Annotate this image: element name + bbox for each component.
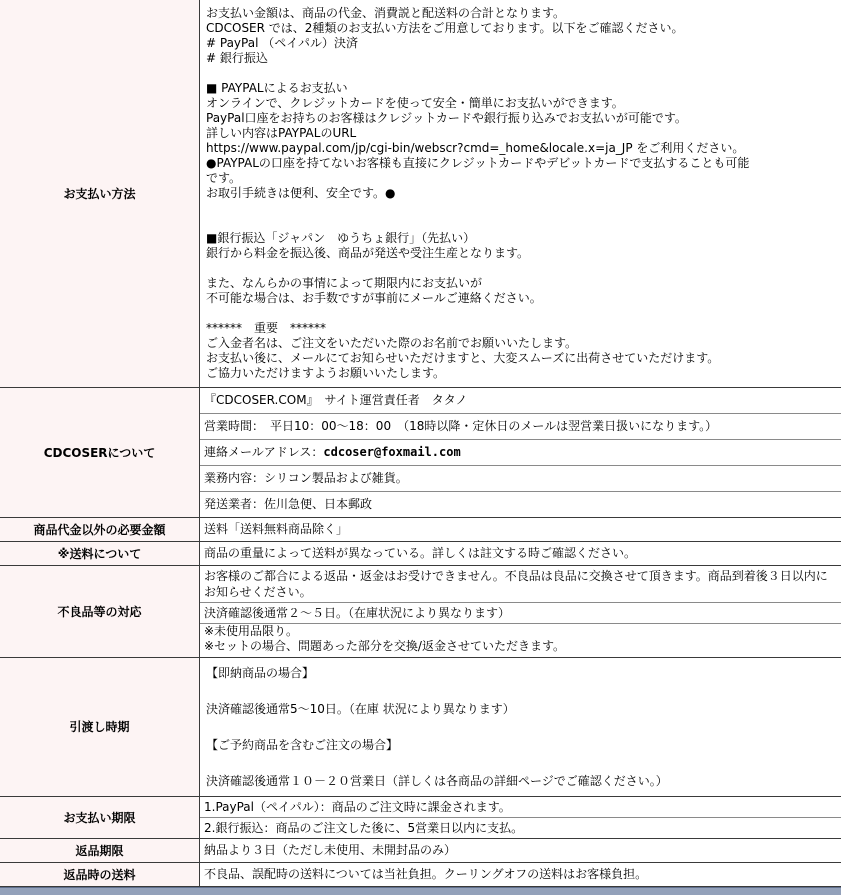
defective-policy-text: お客様のご都合による返品・返金はお受けできません。不良品は良品に交換させて頂きます。商品到着後３日以内にお知らせください。	[200, 566, 841, 603]
text-line: ●PAYPALの口座を持てないお客様も直接にクレジットカードやデビットカードで支払することも可能	[206, 156, 750, 170]
row-header-payment-method: お支払い方法	[0, 0, 200, 387]
text-line: PayPal口座をお持ちのお客様はクレジットカードや銀行振り込みでお支払いが可能です。	[206, 111, 687, 125]
row-header-payment-deadline: お支払い期限	[0, 797, 200, 838]
extra-fee-content	[200, 518, 841, 541]
row-header-defective-goods: 不良品等の対応	[0, 566, 200, 657]
text-line: お支払い金額は、商品の代金、消費説と配送料の合計となります。	[206, 6, 566, 20]
row-header-extra-fee: 商品代金以外の必要金額	[0, 518, 200, 541]
payment-method-text	[200, 0, 841, 387]
text-line: 不可能な場合は、お手数ですが事前にメールご連絡ください。	[206, 291, 542, 305]
text-line	[204, 306, 837, 321]
text-line: 決済確認後通常5～10日。（在庫 状況により異なります）	[206, 702, 515, 716]
text-line: です。	[206, 171, 242, 185]
text-line: ご入金者名は、ご注文をいただいた際のお名前でお願いいたします。	[206, 336, 578, 350]
row-return-shipping	[0, 863, 841, 887]
return-shipping-text: 不良品、誤配時の送料については当社負担。クーリングオフの送料はお客様負担。	[204, 867, 648, 881]
text-line: お取引手続きは便利、安全です。●	[206, 186, 396, 200]
text-line	[204, 201, 837, 216]
text-line: お支払い後に、メールにてお知らせいただけますと、大変スムーズに出荷させていただけます。	[206, 351, 720, 365]
text-line: オンラインで、クレジットカードを使って安全・簡単にお支払いができます。	[206, 96, 624, 110]
text-line	[204, 66, 837, 81]
row-about-cdcoser	[0, 388, 841, 518]
text-line: 決済確認後通常１０－２０営業日（詳しくは各商品の詳細ページでご確認ください。）	[206, 774, 668, 788]
row-extra-fee	[0, 518, 841, 542]
row-header-return-period: 返品期限	[0, 839, 200, 862]
row-payment-deadline	[0, 797, 841, 839]
row-header-return-shipping: 返品時の送料	[0, 863, 200, 886]
return-period-content	[200, 839, 841, 862]
payment-deadline-content	[200, 797, 841, 838]
about-business-hours: 営業時間： 平日10：00～18：00 （18時以降・定休日のメールは翌営業日扱いになります。）	[200, 414, 841, 440]
return-shipping-content	[200, 863, 841, 886]
about-shipping-carrier: 発送業者：佐川急便、日本郵政	[204, 497, 373, 511]
text-line	[204, 754, 837, 772]
row-delivery-time	[0, 658, 841, 797]
text-line: 【ご予約商品を含むご注文の場合】	[206, 738, 399, 752]
text-line: ご協力いただけますようお願いいたします。	[206, 366, 446, 380]
defective-note-unused: ※未使用品限り。	[204, 624, 299, 638]
row-header-delivery-time: 引渡し時期	[0, 658, 200, 796]
row-payment-method	[0, 0, 841, 388]
defective-note-set: ※セットの場合、問題あった部分を交換/返金させていただきます。	[204, 639, 566, 653]
defective-goods-content	[200, 566, 841, 657]
deadline-bank-transfer: 2.銀行振込：商品のご注文した後に、5営業日以内に支払。	[204, 821, 524, 835]
about-contact-email-row	[200, 440, 841, 466]
extra-fee-text: 送料「送料無料商品除く」	[204, 522, 349, 536]
shipping-fee-content	[200, 542, 841, 565]
text-line	[204, 216, 837, 231]
about-cdcoser-content	[200, 388, 841, 517]
row-header-about-cdcoser: CDCOSERについて	[0, 388, 200, 517]
row-header-shipping-fee: ※送料について	[0, 542, 200, 565]
text-line: # 銀行振込	[206, 51, 268, 65]
text-line: 銀行から料金を振込後、商品が発送や受注生産となります。	[206, 246, 530, 260]
text-line: また、なんらかの事情によって期限内にお支払いが	[206, 276, 483, 290]
defective-processing-time: 決済確認後通常２～５日。（在庫状況により異なります）	[200, 603, 841, 624]
row-return-period	[0, 839, 841, 863]
text-line: # PayPal （ペイパル）決済	[206, 36, 358, 50]
text-line	[204, 718, 837, 736]
text-line: https://www.paypal.com/jp/cgi-bin/webscr?cmd=_home&locale.x=ja_JP をご利用ください。	[206, 141, 745, 155]
delivery-time-text	[200, 658, 841, 796]
row-shipping-fee	[0, 542, 841, 566]
shipping-fee-text: 商品の重量によって送料が異なっている。詳しくは註文する時ご確認ください。	[204, 546, 637, 560]
about-site-operator: 『CDCOSER.COM』 サイト運営責任者 タタノ	[200, 388, 841, 414]
text-line: CDCOSER では、2種類のお支払い方法をご用意しております。以下をご確認ください。	[206, 21, 684, 35]
contact-email-address: cdcoser@foxmail.com	[323, 445, 461, 459]
text-line	[204, 261, 837, 276]
bottom-bar	[0, 887, 841, 895]
text-line: ■銀行振込「ジャパン ゆうちょ銀行」（先払い）	[206, 231, 476, 245]
deadline-paypal: 1.PayPal（ペイパル）：商品のご注文時に課金されます。	[200, 797, 841, 818]
return-period-text: 納品より３日（ただし未使用、未開封品のみ）	[204, 843, 457, 857]
contact-email-label: 連絡メールアドレス：	[204, 445, 324, 459]
text-line: ****** 重要 ******	[206, 321, 327, 335]
text-line: 詳しい内容はPAYPALのURL	[206, 126, 357, 140]
text-line: ■ PAYPALによるお支払い	[206, 81, 348, 95]
row-defective-goods	[0, 566, 841, 658]
text-line: 【即納商品の場合】	[206, 666, 315, 680]
about-business-content: 業務内容：シリコン製品および雑貨。	[200, 466, 841, 492]
text-line	[204, 682, 837, 700]
